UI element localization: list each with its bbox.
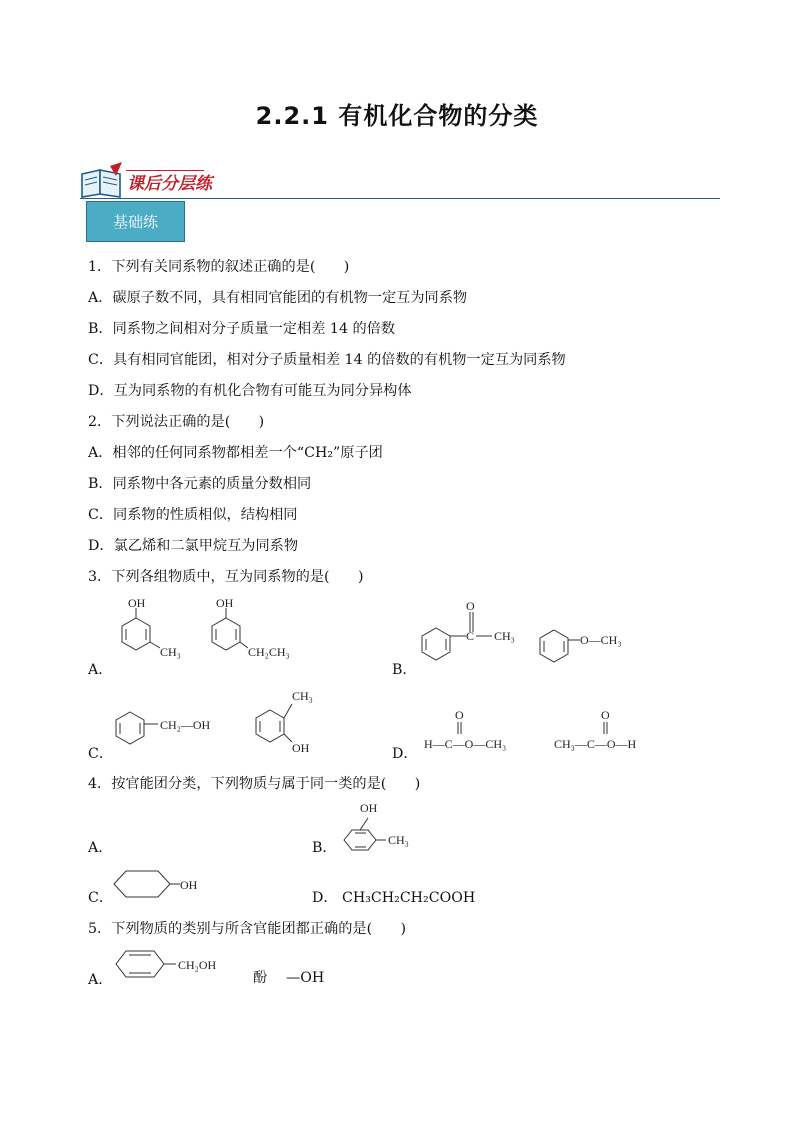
- ch3-label: CH₃: [160, 645, 181, 659]
- acetic-chain-label: CH₃—C—O—H: [554, 737, 637, 751]
- question-2-stem: 2．下列说法正确的是( ): [88, 414, 265, 430]
- benzene-ring-icon: [116, 712, 158, 744]
- oh-label: OH: [360, 801, 378, 815]
- double-bond-icon: [458, 722, 461, 734]
- o-label: O: [466, 599, 475, 613]
- q5-option-a-letter[interactable]: A．: [88, 972, 113, 988]
- q1-option-c[interactable]: C．具有相同官能团，相对分子质量相差 14 的倍数的有机物一定互为同系物: [88, 352, 566, 368]
- q4-option-c-letter[interactable]: C．: [88, 890, 114, 906]
- ch2oh-label: CH₂OH: [178, 958, 217, 972]
- double-bond-icon: [604, 722, 607, 734]
- q3-option-b-letter[interactable]: B．: [392, 662, 417, 678]
- c-label: C: [466, 629, 475, 643]
- ch2ch3-label: CH₂CH₃: [248, 645, 290, 659]
- q4b-structure: [338, 800, 428, 860]
- q4-option-a-letter[interactable]: A．: [88, 840, 113, 856]
- q3-option-d-letter[interactable]: D．: [392, 746, 418, 762]
- question-3-stem: 3．下列各组物质中，互为同系物的是( ): [88, 569, 364, 585]
- q5-option-a-class: 酚: [253, 970, 268, 986]
- q3-option-c-letter[interactable]: C．: [88, 746, 114, 762]
- q3a-structures: [108, 594, 308, 674]
- question-5-stem: 5．下列物质的类别与所含官能团都正确的是( ): [88, 921, 407, 937]
- formate-chain-label: H—C—O—CH₃: [424, 737, 507, 751]
- benzene-ring-icon: [122, 608, 160, 650]
- q1-option-b[interactable]: B．同系物之间相对分子质量一定相差 14 的倍数: [88, 321, 396, 337]
- oh-label: OH: [128, 596, 146, 610]
- oh-label: OH: [216, 596, 234, 610]
- oh-label: OH: [292, 741, 310, 755]
- o-label: O: [601, 708, 610, 722]
- q3b-structures: [414, 594, 644, 674]
- ch3-label: CH₃: [494, 629, 515, 643]
- q4-option-b-letter[interactable]: B．: [312, 840, 337, 856]
- q2-option-d[interactable]: D．氯乙烯和二氯甲烷互为同系物: [88, 538, 299, 554]
- benzene-ring-icon: [212, 608, 248, 650]
- section-label: 课后分层练: [127, 174, 212, 194]
- q2-option-a[interactable]: A．相邻的任何同系物都相差一个“CH₂”原子团: [88, 445, 383, 461]
- benzene-ring-icon: [256, 704, 292, 742]
- benzene-ring-icon: [344, 818, 386, 850]
- q2-option-b[interactable]: B．同系物中各元素的质量分数相同: [88, 476, 312, 492]
- o-ch3-label: O—CH₃: [580, 633, 622, 647]
- page-title: 2.2.1 有机化合物的分类: [255, 102, 539, 130]
- q1-option-d[interactable]: D．互为同系物的有机化合物有可能互为同分异构体: [88, 383, 412, 399]
- benzene-ring-icon: [422, 612, 492, 660]
- book-icon: [80, 164, 124, 198]
- q4-option-d: CH₃CH₂CH₂COOH: [342, 890, 476, 906]
- q2-option-c[interactable]: C．同系物的性质相似，结构相同: [88, 507, 298, 523]
- q3d-structures: [424, 706, 684, 756]
- ch3-label: CH₃: [388, 833, 409, 847]
- benzene-ring-icon: [116, 951, 176, 977]
- q1-option-a[interactable]: A．碳原子数不同，具有相同官能团的有机物一定互为同系物: [88, 290, 468, 306]
- level-tab[interactable]: 基础练: [86, 201, 185, 242]
- q5-option-a-fg: —OH: [286, 970, 325, 986]
- q5a-structure: [112, 948, 252, 982]
- ch3-label: CH₃: [292, 689, 313, 703]
- oh-label: OH: [180, 878, 198, 892]
- q4-option-d-letter[interactable]: D．: [312, 890, 338, 906]
- question-4-stem: 4．按官能团分类，下列物质与属于同一类的是( ): [88, 776, 421, 792]
- section-underline: [126, 170, 204, 171]
- question-1-stem: 1．下列有关同系物的叙述正确的是( ): [88, 259, 350, 275]
- benzene-ring-icon: [540, 630, 580, 662]
- q4c-structure: [112, 868, 222, 904]
- ch2-oh-label: CH₂—OH: [160, 718, 211, 732]
- q3c-structures: [108, 682, 338, 762]
- q3-option-a-letter[interactable]: A．: [88, 662, 113, 678]
- header-rule: [80, 198, 720, 199]
- cyclohexane-icon: [114, 871, 180, 897]
- o-label: O: [455, 708, 464, 722]
